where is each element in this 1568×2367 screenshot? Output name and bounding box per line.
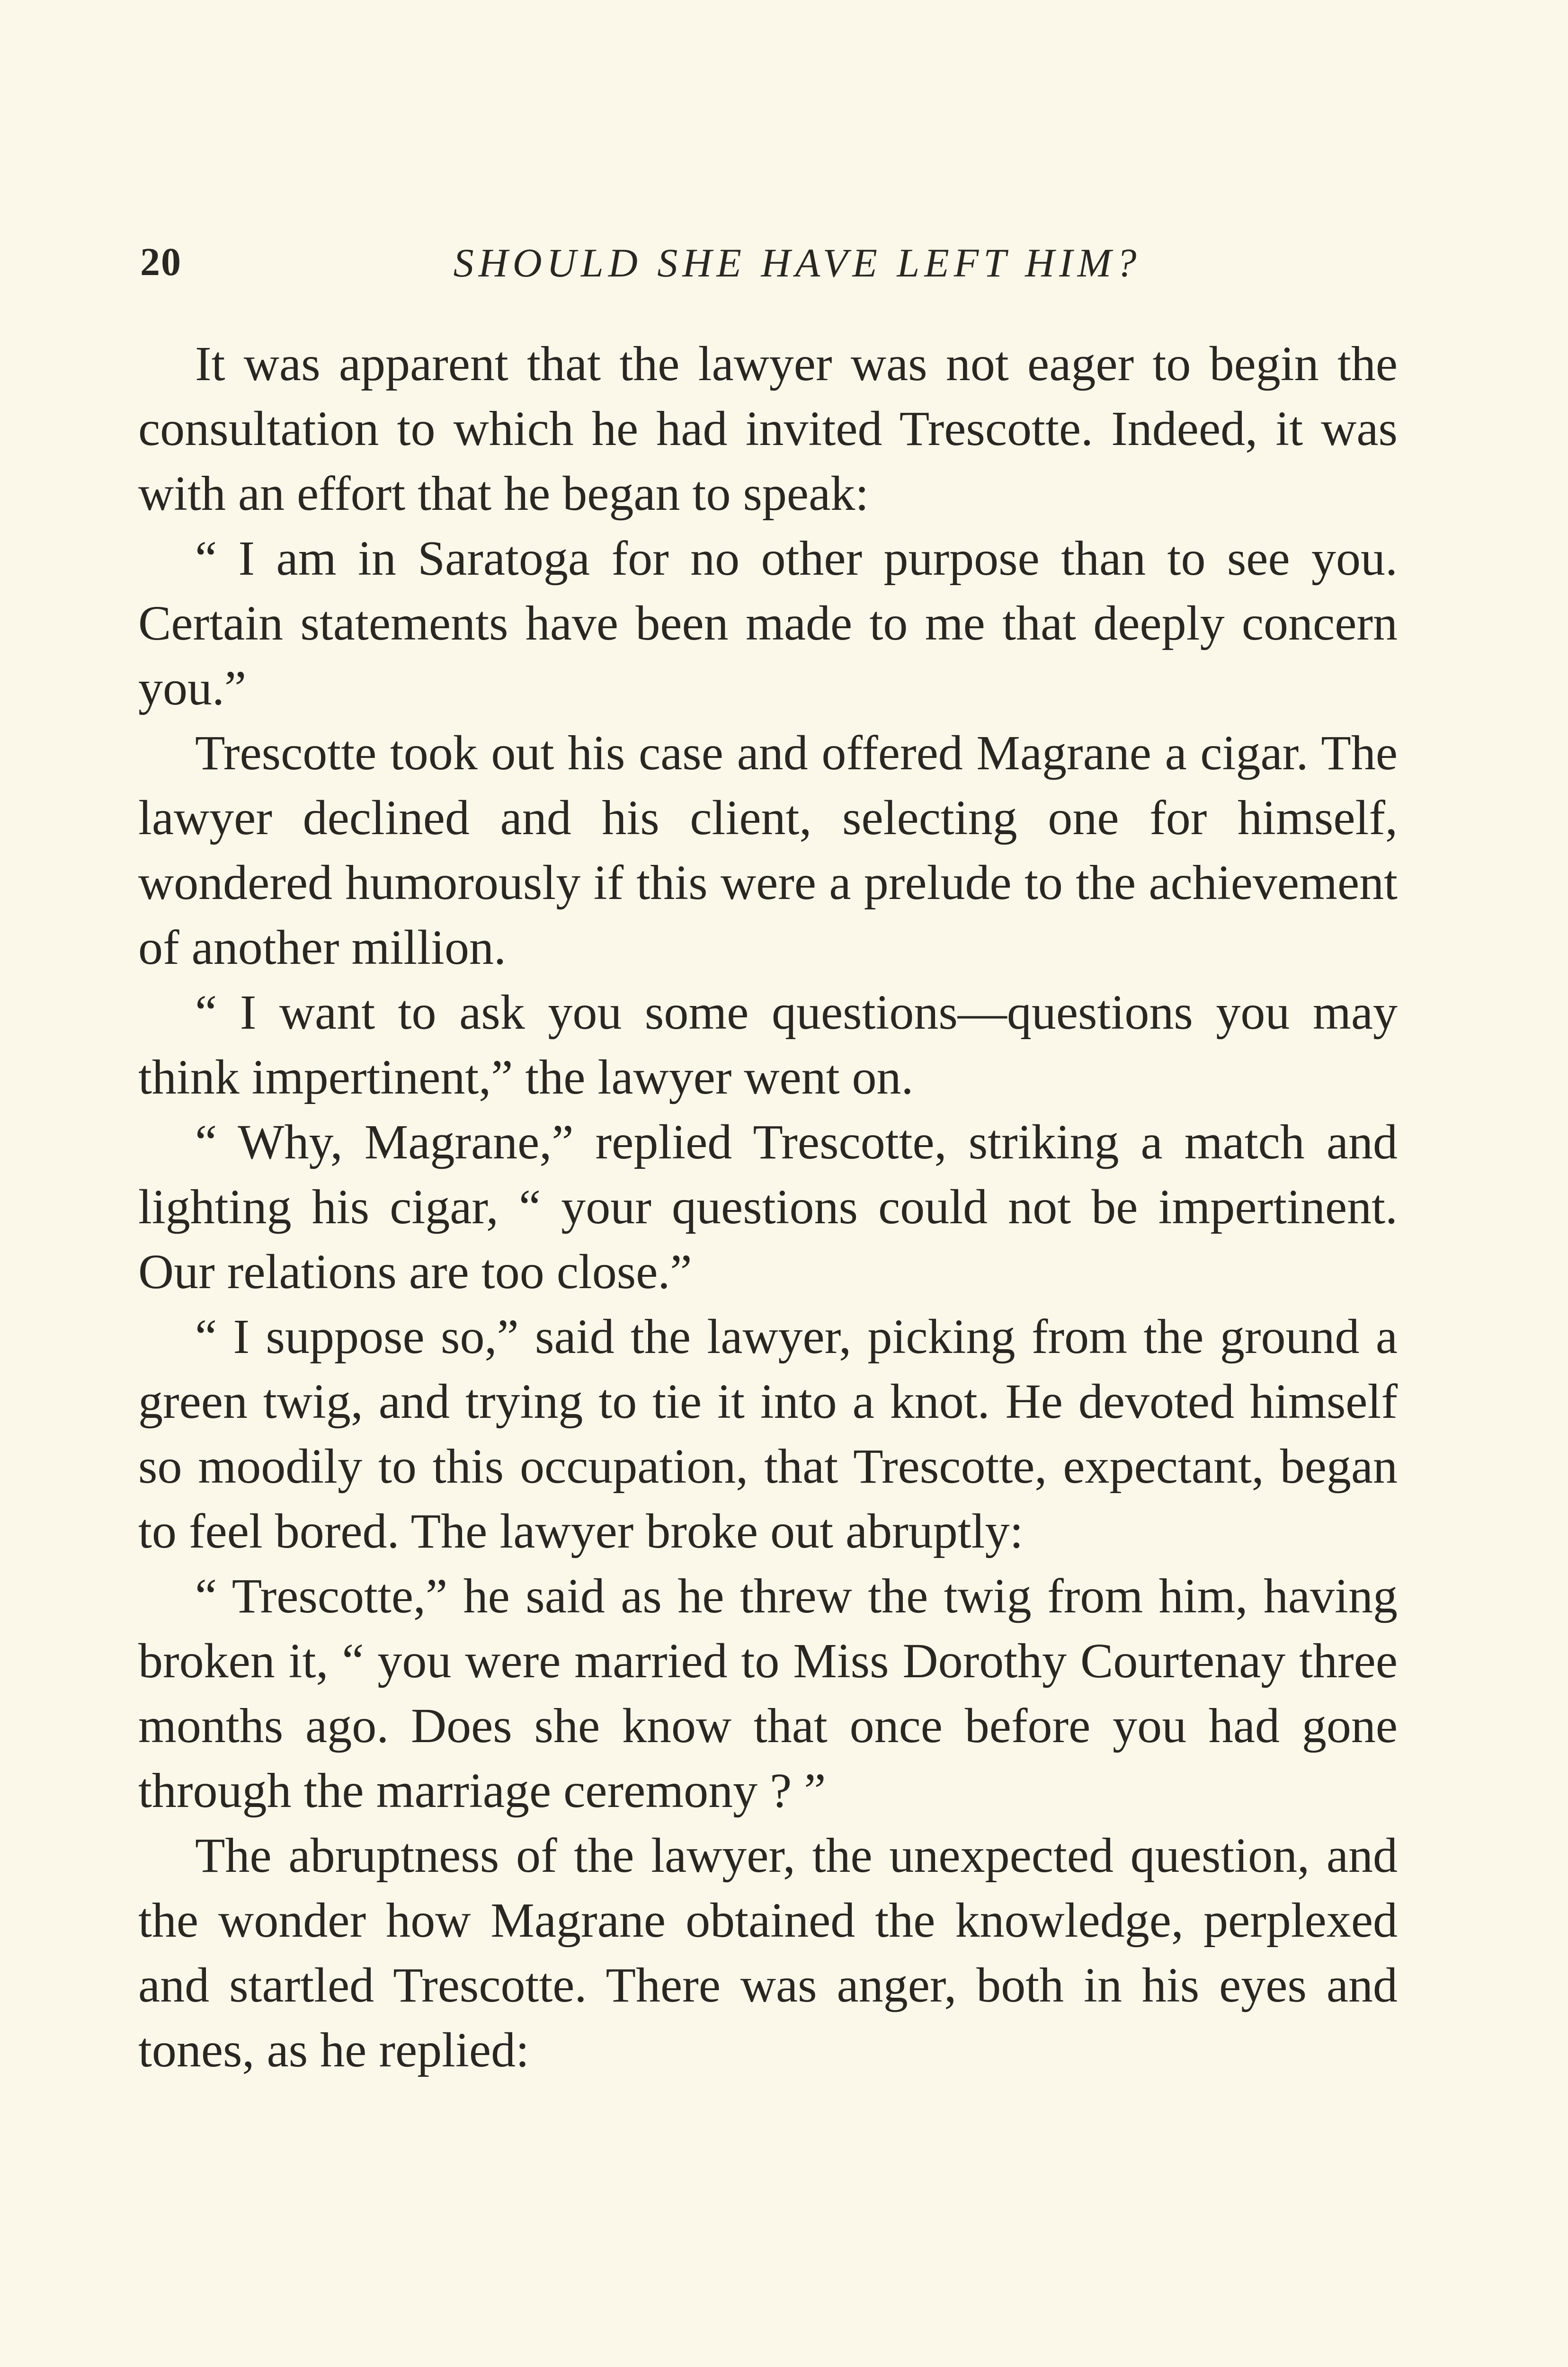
paragraph: The abruptness of the lawyer, the unexpected question, and the wonder how Magrane obtained the knowledge, perplexed and startled Trescotte. There was anger, both in his eyes and tones, as he replied: — [138, 1828, 1398, 2077]
paragraph: “ I am in Saratoga for no other purpose than to see you. Certain statements have been made to me that deeply concern you.” — [138, 531, 1398, 715]
paragraph: “ Why, Magrane,” replied Trescotte, striking a match and lighting his cigar, “ your questions could not be impertinent. Our relations are too close.” — [138, 1115, 1398, 1299]
paragraph: Trescotte took out his case and offered Magrane a cigar. The lawyer declined and his client, selecting one for himself, wondered humorously if this were a prelude to the achievement of another million. — [138, 726, 1398, 975]
page-number: 20 — [140, 240, 182, 284]
paragraph: “ I want to ask you some questions—questions you may think impertinent,” the lawyer went on. — [138, 985, 1398, 1104]
page-header — [140, 239, 1398, 301]
paragraph: “ Trescotte,” he said as he threw the twig from him, having broken it, “ you were married to Miss Dorothy Courtenay three months ago. Does she know that once before you had gone through the marriage ceremony ? ” — [138, 1569, 1398, 1818]
paragraph: It was apparent that the lawyer was not eager to begin the consultation to which he had invited Trescotte. Indeed, it was with an effort that he began to speak: — [138, 337, 1398, 521]
body-text — [138, 331, 1398, 2082]
paragraph: “ I suppose so,” said the lawyer, picking from the ground a green twig, and trying to tie it into a knot. He devoted himself so moodily to this occupation, that Trescotte, expectant, began to feel bored. The lawyer broke out abruptly: — [138, 1309, 1398, 1558]
running-title: SHOULD SHE HAVE LEFT HIM? — [453, 240, 1141, 285]
